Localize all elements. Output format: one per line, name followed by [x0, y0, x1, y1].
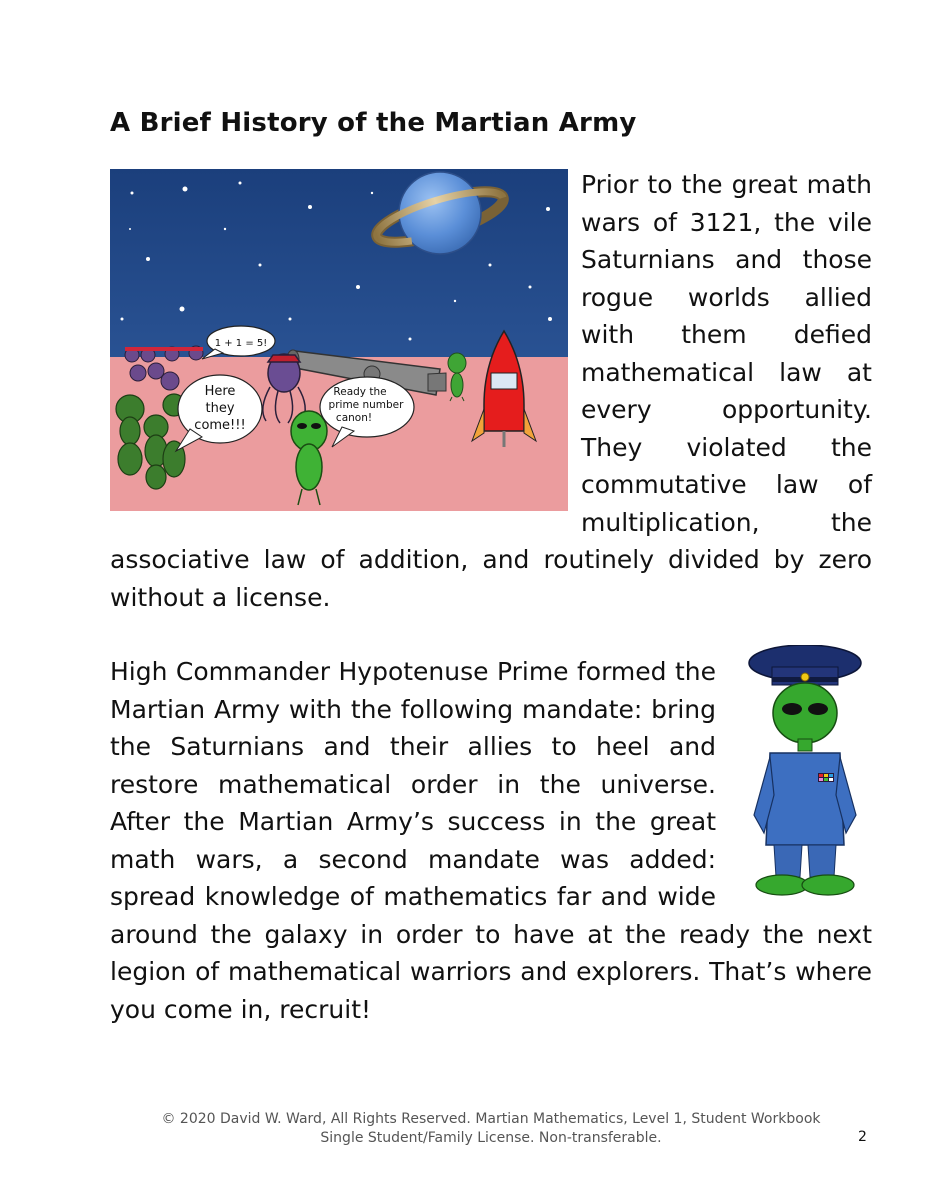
bubble-ready-line3: canon! — [335, 412, 373, 424]
license-line: Single Student/Family License. Non-transferable. — [320, 1130, 662, 1146]
history-section — [110, 166, 872, 616]
bubble-ready-line2: prime number — [328, 399, 404, 411]
bubble-here-line1: Here — [204, 384, 236, 399]
mandate-paragraph: High Commander Hypotenuse Prime formed the Martian Army with the following mandate: bring the Saturnians and their allies to heel and restore mathematical order in the universe. After the Martian Army’s success in the great math wars, a second mandate was added: spread knowledge of mathematics far and wide around the galaxy in order to have at the ready the next legion of mathematical warriors and explorers. That’s where you come in, recruit! — [110, 657, 872, 1024]
copyright-line: © 2020 David W. Ward, All Rights Reserved. Martian Mathematics, Level 1, Student Workbook — [161, 1111, 821, 1127]
page-footer — [0, 1110, 927, 1148]
bubble-math-text: 1 + 1 = 5! — [214, 338, 268, 349]
mandate-section — [110, 653, 872, 1028]
bubble-ready-line1: Ready the — [333, 386, 387, 398]
martian-army-illustration — [110, 169, 568, 511]
alien-commander-illustration — [730, 645, 880, 907]
page-number: 2 — [858, 1129, 867, 1145]
bubble-here-line2: they — [205, 401, 235, 416]
bubble-here-line3: come!!! — [194, 418, 246, 433]
page-title: A Brief History of the Martian Army — [110, 108, 637, 138]
history-paragraph: Prior to the great math wars of 3121, the vile Saturnians and those rogue worlds allied with them defied mathematical law at every opportunity. They violated the commutative law of multiplication, the associative law of addition, and routinely divided by zero without a license. — [110, 170, 872, 612]
